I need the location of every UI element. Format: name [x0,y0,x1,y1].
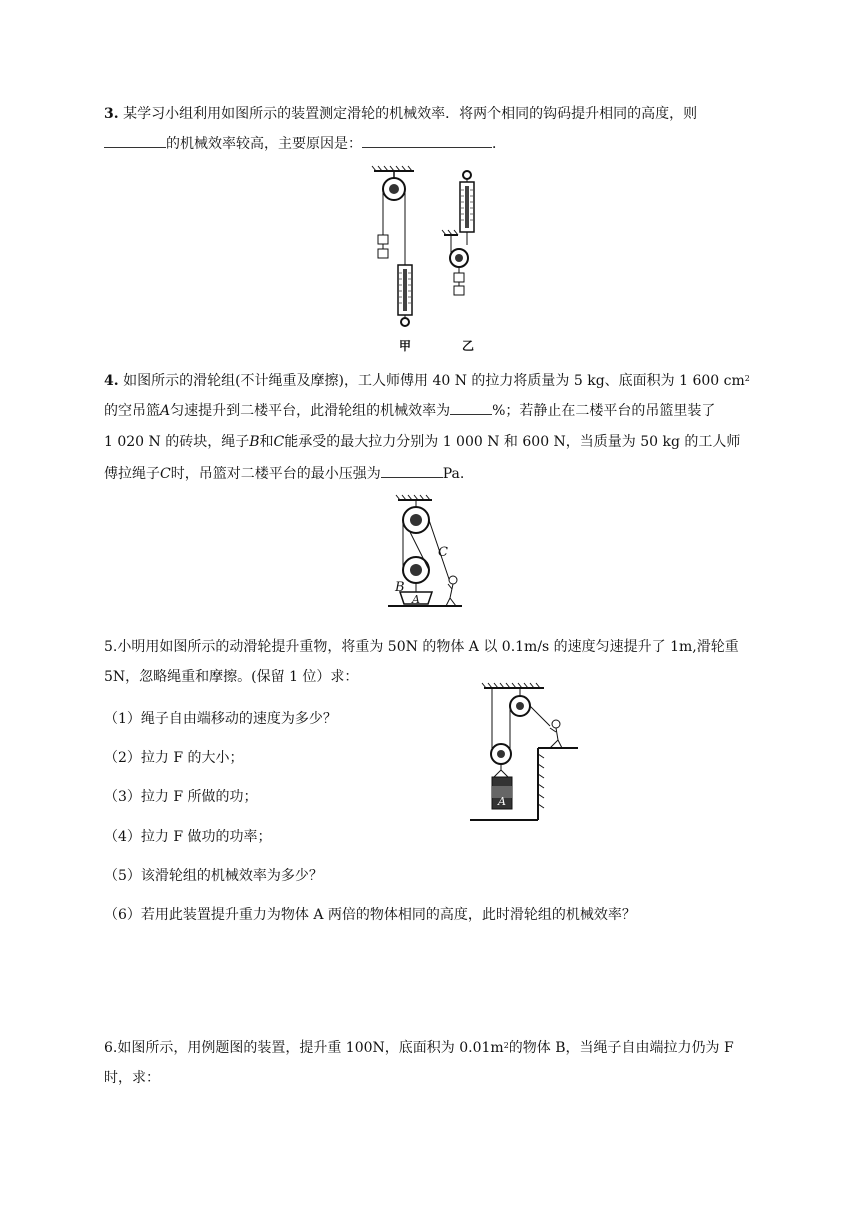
q4-text: 能承受的最大拉力分别为 1 000 N 和 600 N，当质量为 50 kg 的工人师 [284,434,741,450]
superscript: 2 [744,374,750,383]
q5-line-2: 5N，忽略绳重和摩擦。(保留 1 位）求： [104,669,359,685]
q3-text-1: 某学习小组利用如图所示的装置测定滑轮的机械效率．将两个相同的钩码提升相同的高度，则 [123,106,698,122]
q6-text: 的物体 B，当绳子自由端拉力仍为 F [508,1040,734,1056]
q4-var-b: B [249,434,260,450]
q4-text-1: 如图所示的滑轮组(不计绳重及摩擦)，工人师傅用 40 N 的拉力将质量为 5 kg、底面积为 1 600 cm [123,373,745,389]
answer-blank[interactable] [450,400,492,415]
q4-line-1 [104,371,750,391]
q5-item-1: （1）绳子自由端移动的速度为多少？ [104,711,337,727]
q5-item-4: （4）拉力 F 做功的功率； [104,829,272,845]
q4-var-c: C [160,466,171,482]
figure-label-yi: 乙 [462,339,475,353]
fig-label-c: C [438,545,448,560]
q5-item-5: （5）该滑轮组的机械效率为多少？ [104,868,323,884]
q5-item-2: （2）拉力 F 的大小； [104,750,244,766]
q4-text: 傅拉绳子 [104,466,160,482]
superscript: 2 [503,1041,509,1050]
fig-label-b: B [395,580,405,595]
q4-text: 的空吊篮 [104,403,160,419]
fig-label-a: A [412,593,420,606]
movable-pulley-setup [442,171,474,295]
q4-number: 4. [104,373,119,389]
q4-var-c: C [273,434,285,450]
q4-text: 1 020 N 的砖块，绳子 [104,434,250,450]
q6-text: 6.如图所示，用例题图的装置，提升重 100N，底面积为 0.01m [104,1040,504,1056]
figure-label-jia: 甲 [399,339,412,353]
fixed-pulley-setup [372,166,414,326]
fig-label-a: A [498,795,506,808]
q4-text: Pa. [442,466,465,482]
q3-line-2 [104,133,506,154]
q4-line-2 [104,400,715,421]
q3-number: 3. [104,106,119,122]
q4-text: 时，吊篮对二楼平台的最小压强为 [170,466,381,482]
q4-var-a: A [160,403,171,419]
answer-blank[interactable] [104,133,166,148]
q3-text-3: ． [492,136,506,152]
q4-line-3 [104,432,740,452]
q5-item-6: （6）若用此装置提升重力为物体 A 两倍的物体相同的高度，此时滑轮组的机械效率？ [104,907,636,923]
q5-line-1: 5.小明用如图所示的动滑轮提升重物，将重为 50N 的物体 A 以 0.1m/s 的速度匀速提升了 1m,滑轮重 [104,639,739,655]
answer-blank[interactable] [362,133,492,148]
q4-line-4 [104,463,464,484]
q4-text: 匀速提升到二楼平台，此滑轮组的机械效率为 [170,403,451,419]
q6-line-1 [104,1038,734,1058]
q5-item-3: （3）拉力 F 所做的功； [104,789,258,805]
q4-text: 和 [259,434,274,450]
q4-text: %；若静止在二楼平台的吊篮里装了 [492,403,716,419]
q3-pulley-figure [368,165,508,355]
q3-text-2: 的机械效率较高，主要原因是： [166,136,362,152]
q6-line-2: 时，求： [104,1070,160,1086]
q5-pulley-figure [464,682,584,824]
q3-line-1 [104,104,697,124]
answer-blank[interactable] [381,463,443,478]
